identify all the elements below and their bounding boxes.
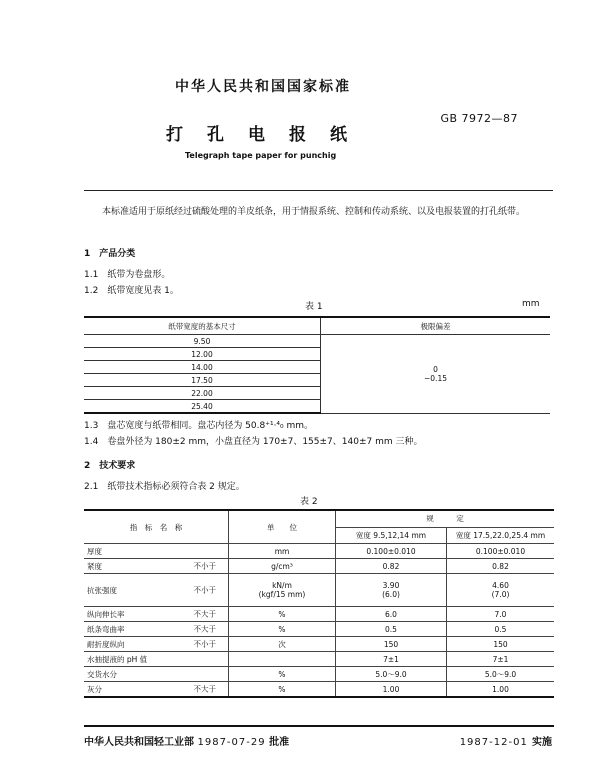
row-value-2: 0.100±0.010	[447, 544, 555, 559]
row-unit: %	[229, 667, 336, 682]
table-1-header-row	[84, 317, 550, 335]
row-name: 交货水分	[84, 667, 229, 682]
table-row	[84, 574, 554, 607]
table-row	[84, 682, 554, 698]
width-cell: 25.40	[84, 400, 321, 414]
table-row	[84, 544, 554, 559]
table-2-head-name: 指 标 名 称	[84, 510, 229, 544]
row-value-2: 1.00	[447, 682, 555, 698]
row-value-2: 7±1	[447, 652, 555, 667]
row-name: 紧度 不小于	[84, 559, 229, 574]
row-unit: %	[229, 607, 336, 622]
table-row	[84, 667, 554, 682]
table-1	[84, 316, 550, 414]
document-title: 打孔电报纸	[166, 125, 371, 145]
table-1-head-width: 纸带宽度的基本尺寸	[84, 317, 321, 335]
implementation-label: 实施	[532, 737, 552, 748]
table-1-unit: mm	[522, 299, 540, 309]
approval-date: 1987-07-29	[197, 737, 266, 748]
row-name: 灰分 不大于	[84, 682, 229, 698]
row-unit: 次	[229, 637, 336, 652]
row-value-1: 0.5	[336, 622, 447, 637]
implementation-line	[460, 733, 552, 748]
approval-label: 批准	[269, 737, 290, 748]
table-2-head-spec: 规 定	[336, 510, 555, 527]
width-cell: 12.00	[84, 348, 321, 361]
row-value-1: 0.82	[336, 559, 447, 574]
row-name: 纵向伸长率 不大于	[84, 607, 229, 622]
table-1-head-tolerance: 极限偏差	[321, 317, 551, 335]
width-cell: 9.50	[84, 335, 321, 348]
row-unit: %	[229, 682, 336, 698]
table-2-caption: 表 2	[300, 497, 318, 507]
row-unit	[229, 652, 336, 667]
section-1-heading: 1 产品分类	[84, 249, 136, 259]
header-divider	[84, 190, 553, 191]
clause-1-2: 1.2 纸带宽度见表 1。	[84, 286, 179, 296]
row-unit: mm	[229, 544, 336, 559]
table-2-header-row	[84, 510, 554, 527]
row-value-2: 4.60 (7.0)	[447, 574, 555, 607]
approval-line	[84, 733, 289, 748]
row-unit: %	[229, 622, 336, 637]
implementation-date: 1987-12-01	[459, 737, 528, 748]
clause-1-3: 1.3 盘芯宽度与纸带相同。盘芯内径为 50.8⁺¹·⁴₀ mm。	[84, 421, 314, 431]
row-value-1: 3.90 (6.0)	[336, 574, 447, 607]
row-value-2: 150	[447, 637, 555, 652]
row-value-1: 1.00	[336, 682, 447, 698]
intro-paragraph	[84, 205, 550, 220]
table-row	[84, 637, 554, 652]
width-cell: 22.00	[84, 387, 321, 400]
row-value-1: 7±1	[336, 652, 447, 667]
clause-1-1: 1.1 纸带为卷盘形。	[84, 270, 171, 280]
row-value-2: 0.5	[447, 622, 555, 637]
row-name: 抗张强度 不小于	[84, 574, 229, 607]
row-name: 水抽提液的 pH 值	[84, 652, 229, 667]
row-name: 纸条弯曲率 不大于	[84, 622, 229, 637]
table-row	[84, 607, 554, 622]
clause-1-4: 1.4 卷盘外径为 180±2 mm，小盘直径为 170±7、155±7、140±7 mm 三种。	[84, 437, 423, 447]
clause-2-1: 2.1 纸带技术指标必须符合表 2 规定。	[84, 482, 245, 492]
table-2-head-unit: 单 位	[229, 510, 336, 544]
standard-code: GB 7972—87	[440, 112, 518, 125]
english-title: Telegraph tape paper for punchig	[185, 151, 337, 160]
width-cell: 14.00	[84, 361, 321, 374]
width-cell: 17.50	[84, 374, 321, 387]
row-name: 耐折度纵向 不小于	[84, 637, 229, 652]
tolerance-lower: −0.15	[424, 373, 447, 383]
row-name: 厚度	[84, 544, 229, 559]
intro-text: 本标准适用于原纸经过硫酸处理的羊皮纸条，用于情报系统、控制和传动系统、以及电报装置的打孔纸带。	[102, 207, 526, 217]
row-value-2: 5.0～9.0	[447, 667, 555, 682]
row-value-1: 5.0～9.0	[336, 667, 447, 682]
table-1-caption: 表 1	[305, 302, 323, 312]
section-2-heading: 2 技术要求	[84, 461, 136, 471]
row-unit: g/cm³	[229, 559, 336, 574]
row-value-1: 150	[336, 637, 447, 652]
table-row	[84, 622, 554, 637]
tolerance-upper: 0	[433, 364, 438, 374]
row-value-2: 0.82	[447, 559, 555, 574]
row-value-1: 0.100±0.010	[336, 544, 447, 559]
table-2-head-width-2: 宽度 17.5,22.0,25.4 mm	[447, 527, 555, 543]
table-2-head-width-1: 宽度 9.5,12,14 mm	[336, 527, 447, 543]
table-2	[84, 509, 554, 698]
row-value-1: 6.0	[336, 607, 447, 622]
footer-divider	[84, 725, 554, 727]
table-row	[84, 559, 554, 574]
tolerance-cell	[321, 335, 551, 414]
row-unit: kN/m (kgf/15 mm)	[229, 574, 336, 607]
row-value-2: 7.0	[447, 607, 555, 622]
table-row	[84, 335, 550, 348]
approval-org: 中华人民共和国轻工业部	[84, 737, 194, 748]
table-row	[84, 652, 554, 667]
standard-heading: 中华人民共和国国家标准	[175, 79, 351, 95]
